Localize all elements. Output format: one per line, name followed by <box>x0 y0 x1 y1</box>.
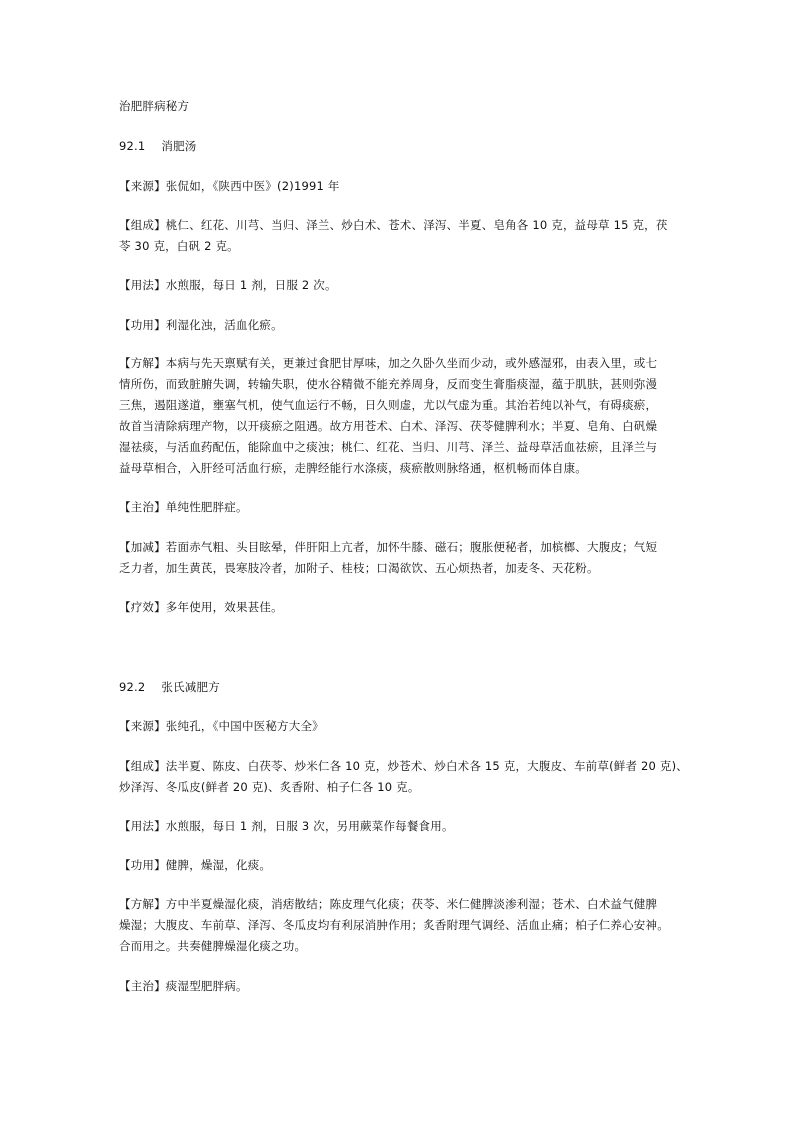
explanation-line: 三焦，遏阻遂道，壅塞气机，使气血运行不畅，日久则虚，尤以气虚为重。其治若纯以补气，有碍痰瘀， <box>119 398 658 412</box>
section-number: 92.1 <box>119 139 146 153</box>
modification-line: 乏力者，加生黄芪，畏寒肢冷者，加附子、桂枝；口渴欲饮、五心烦热者，加麦冬、天花粉。 <box>119 561 599 575</box>
explanation-line: 湿祛痰，与活血药配伍，能除血中之痰浊；桃仁、红花、当归、川芎、泽兰、益母草活血祛瘀，且泽兰与 <box>119 440 658 454</box>
composition-line: 【组成】桃仁、红花、川芎、当归、泽兰、炒白术、苍术、泽泻、半夏、皂角各 10 克，益母草 15 克，茯 <box>119 218 668 232</box>
explanation-line: 合而用之。共奏健脾燥湿化痰之功。 <box>119 939 307 953</box>
modification-line: 【加减】若面赤气粗、头目眩晕，伴肝阳上亢者，加怀牛膝、磁石；腹胀便秘者，加槟榔、大腹皮；气短 <box>119 540 658 554</box>
source-line: 【来源】张侃如，《陕西中医》(2)1991 年 <box>119 179 340 193</box>
efficacy-line: 【疗效】多年使用，效果甚佳。 <box>119 600 283 614</box>
source-line: 【来源】张纯孔，《中国中医秘方大全》 <box>119 719 324 733</box>
section-name: 张氏减肥方 <box>161 680 220 694</box>
usage-line: 【用法】水煎服，每日 1 剂，日服 2 次。 <box>119 278 337 292</box>
document-title: 治肥胖病秘方 <box>119 99 190 113</box>
explanation-line: 益母草相合，入肝经可活血行瘀，走脾经能行水涤痰，痰瘀散则脉络通，枢机畅而体自康。 <box>119 461 587 475</box>
effect-line: 【功用】利湿化浊，活血化瘀。 <box>119 318 283 332</box>
explanation-line: 情所伤，而致脏腑失调，转输失职，使水谷精微不能充养周身，反而变生膏脂痰湿，蕴于肌肤，甚则弥漫 <box>119 377 658 391</box>
composition-line: 【组成】法半夏、陈皮、白茯苓、炒米仁各 10 克，炒苍术、炒白术各 15 克，大腹皮、车前草(鲜者 20 克)、 <box>119 759 689 773</box>
section-name: 消肥汤 <box>161 139 197 153</box>
explanation-line: 【方解】方中半夏燥湿化痰，消痞散结；陈皮理气化痰；茯苓、米仁健脾淡渗利湿；苍术、白术益气健脾 <box>119 897 658 911</box>
composition-line: 炒泽泻、冬瓜皮(鲜者 20 克)、炙香附、柏子仁各 10 克。 <box>119 780 420 794</box>
effect-line: 【功用】健脾，燥湿，化痰。 <box>119 858 272 872</box>
explanation-line: 燥湿；大腹皮、车前草、泽泻、冬瓜皮均有利尿消肿作用；炙香附理气调经、活血止痛；柏子仁养心安神。 <box>119 918 669 932</box>
section-heading <box>119 677 220 697</box>
usage-line: 【用法】水煎服，每日 1 剂，日服 3 次，另用蕨菜作每餐食用。 <box>119 819 454 833</box>
section-number: 92.2 <box>119 680 146 694</box>
composition-line: 苓 30 克，白矾 2 克。 <box>119 239 239 253</box>
explanation-line: 【方解】本病与先天禀赋有关，更兼过食肥甘厚味，加之久卧久坐而少动，或外感湿邪，由表入里，或七 <box>119 356 658 370</box>
indication-line: 【主治】单纯性肥胖症。 <box>119 500 248 514</box>
section-heading <box>119 136 197 156</box>
explanation-line: 故首当清除病理产物，以开痰瘀之阻遇。故方用苍术、白术、泽泻、茯苓健脾利水；半夏、皂角、白矾燥 <box>119 419 658 433</box>
indication-line: 【主治】痰湿型肥胖病。 <box>119 979 248 993</box>
